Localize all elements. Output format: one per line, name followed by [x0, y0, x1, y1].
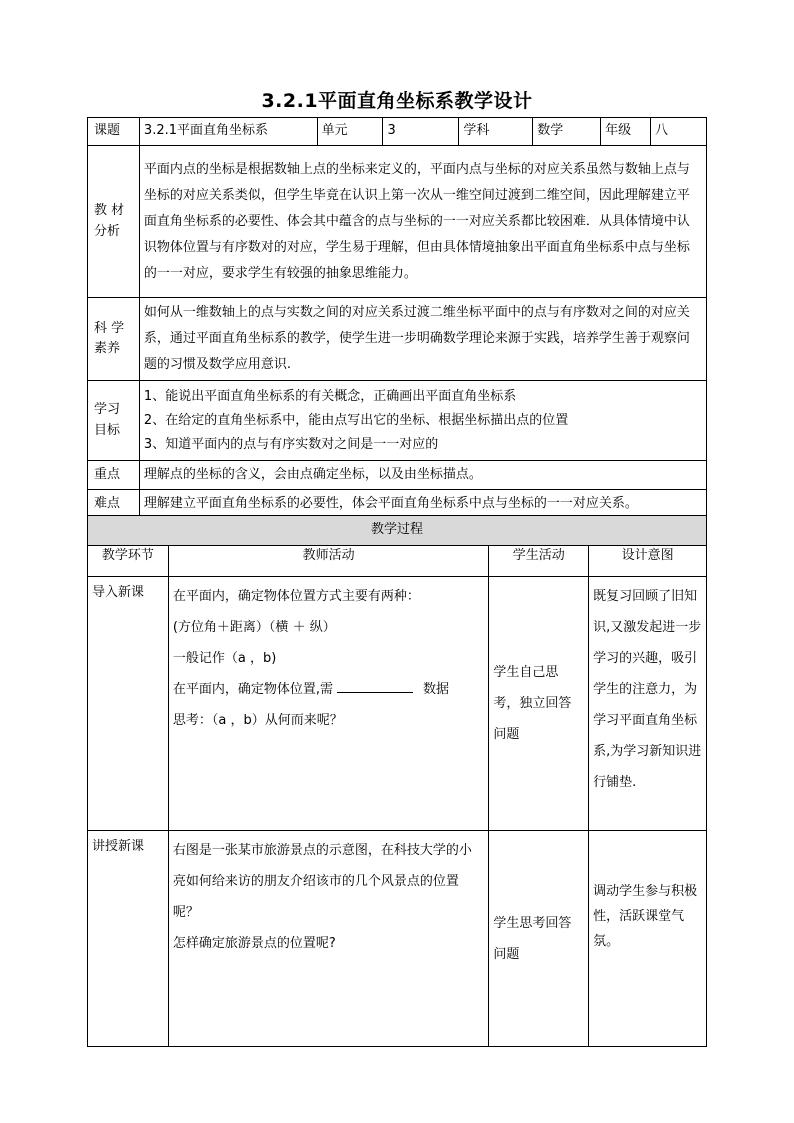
page-title: 3.2.1平面直角坐标系教学设计 — [261, 90, 533, 112]
learning-goals-list — [139, 381, 706, 461]
learning-goal-item: 2、在给定的直角坐标系中，能由点写出它的坐标、根据坐标描出点的位置 — [143, 412, 569, 428]
learning-goal-item: 1、能说出平面直角坐标系的有关概念，正确画出平面直角坐标系 — [143, 388, 517, 404]
subject-value: 数学 — [533, 118, 601, 146]
material-analysis-text: 平面内点的坐标是根据数轴上点的坐标来定义的，平面内点与坐标的对应关系虽然与数轴上点与坐标的对应关系类似，但学生毕竟在认识上第一次从一维空间过渡到二维空间，因此理解建立平面直角坐标系的必要性、体会其中蕴含的点与坐标的一一对应关系都比较困难．从具体情境中认识物体位置与有序数对的对应，学生易于理解，但由具体情境抽象出平面直角坐标系中点与坐标的一一对应，要求学生有较强的抽象思维能力。 — [139, 146, 706, 298]
key-points-label: 重点 — [88, 461, 140, 490]
process-table — [87, 515, 707, 1047]
column-header: 教师活动 — [168, 546, 488, 577]
fill-blank — [337, 680, 413, 693]
process-title: 教学过程 — [88, 516, 707, 546]
column-header: 教学环节 — [88, 546, 169, 577]
key-points-text: 理解点的坐标的含义，会由点确定坐标，以及由坐标描点。 — [139, 461, 706, 490]
grade-value: 八 — [651, 118, 707, 146]
student-activity-intro: 学生自己思考，独立回答问题 — [489, 577, 589, 831]
subject-label: 学科 — [459, 118, 533, 146]
unit-value: 3 — [383, 118, 459, 146]
science-literacy-label: 科 学 素养 — [88, 298, 140, 381]
teacher-activity-intro: 在平面内，确定物体位置方式主要有两种： (方位角＋距离）（横 ＋ 纵） 一般记作（a ，b) 在平面内，确定物体位置,需 数据 思考：（a ，b）从何而来呢？ — [168, 577, 488, 831]
grade-label: 年级 — [601, 118, 651, 146]
stage-lecture: 讲授新课 — [88, 831, 169, 1047]
learning-goal-item: 3、知道平面内的点与有序实数对之间是一一对应的 — [143, 436, 439, 452]
science-literacy-text: 如何从一维数轴上的点与实数之间的对应关系过渡二维坐标平面中的点与有序数对之间的对应关系，通过平面直角坐标系的教学，使学生进一步明确数学理论来源于实践，培养学生善于观察问题的习惯及数学应用意识. — [139, 298, 706, 381]
unit-label: 单元 — [317, 118, 383, 146]
teacher-activity-lecture: 右图是一张某市旅游景点的示意图，在科技大学的小亮如何给来访的朋友介绍该市的几个风景点的位置呢？ 怎样确定旅游景点的位置呢? — [168, 831, 488, 1047]
column-header: 学生活动 — [489, 546, 589, 577]
topic-value: 3.2.1平面直角坐标系 — [139, 118, 317, 146]
info-table — [87, 117, 707, 519]
learning-goals-label: 学习 目标 — [88, 381, 140, 461]
material-analysis-label: 教 材 分析 — [88, 146, 140, 298]
topic-label: 课题 — [88, 118, 140, 146]
difficulties-text: 理解建立平面直角坐标系的必要性，体会平面直角坐标系中点与坐标的一一对应关系。 — [139, 490, 706, 519]
difficulties-label: 难点 — [88, 490, 140, 519]
design-intent-intro: 既复习回顾了旧知识,又激发起进一步学习的兴趣，吸引学生的注意力，为学习平面直角坐标系,为学习新知识进行铺垫. — [589, 577, 707, 831]
stage-intro: 导入新课 — [88, 577, 169, 831]
column-header: 设计意图 — [589, 546, 707, 577]
student-activity-lecture: 学生思考回答问题 — [489, 831, 589, 1047]
design-intent-lecture: 调动学生参与积极性，活跃课堂气氛。 — [589, 831, 707, 1047]
